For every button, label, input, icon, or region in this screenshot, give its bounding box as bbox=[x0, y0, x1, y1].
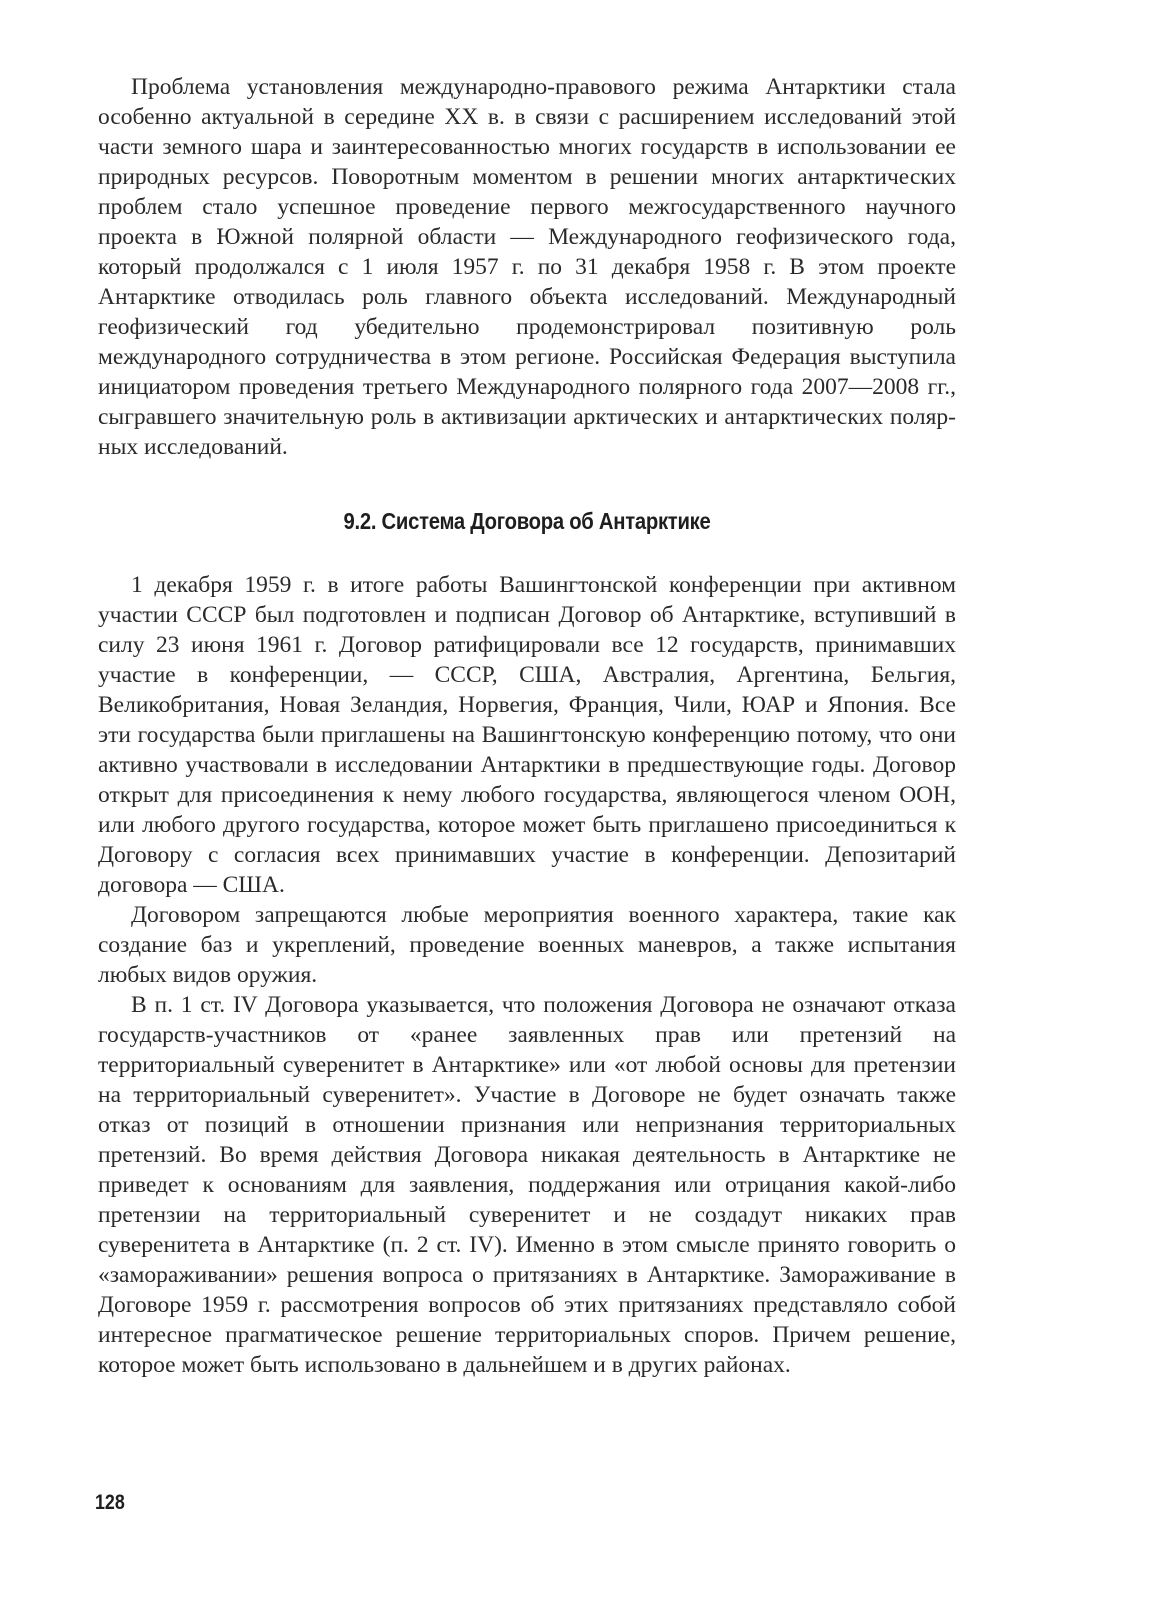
page-number: 128 bbox=[95, 1491, 125, 1514]
paragraph-territorial-claims: В п. 1 ст. IV Договора указывается, что положения Договора не означают отказа государств-участников от «ранее заявленных прав или претензий на территориальный суверенитет в Антарктике» или «от любой основы для претензии на территориальный суверенитет». Участие в Договоре не будет означать также отказ от позиций в отношении признания или непризнания территориальных претензий. Во время действия Договора никакая деятельность в Антарктике не приведет к основаниям для заявления, поддержания или отрицания какой-либо претензии на территориальный суверенитет и не создадут никаких прав суверенитета в Антарктике (п. 2 ст. IV). Именно в этом смысле принято говорить о «замораживании» решения вопроса о притязаниях в Антарктике. Замораживание в Договоре 1959 г. рассмотрения вопросов об этих притязаниях представляло собой интересное прагматическое решение территориальных споров. Причем решение, которое может быть использовано в дальнейшем и в других районах. bbox=[98, 992, 956, 1378]
paragraph-military-ban: Договором запрещаются любые мероприятия военного характера, такие как создание баз и укреплений, проведение военных маневров, а также испытания любых видов оружия. bbox=[98, 902, 956, 988]
paragraph-antarctic-regime-intro: Проблема установления международно-правового режима Антарктики стала особенно актуальной в середине XX в. в связи с расширением исследований этой части земного шара и заинтересованностью многих государств в использовании ее природных ресурсов. Поворотным моментом в решении многих антарктических проблем стало успешное проведение первого межгосударственного научного проекта в Южной полярной области — Международного геофизического года, который продолжался с 1 июля 1957 г. по 31 декабря 1958 г. В этом проекте Антарктике отводилась роль главного объекта исследований. Международный геофизический год убедительно продемонстрировал позитивную роль международного сотрудничества в этом регионе. Российская Федерация выступила инициатором проведения третьего Международного полярного года 2007—2008 гг., сыгравшего значительную роль в активизации арктических и антарктических полярных исследований. bbox=[98, 74, 956, 460]
paragraph-treaty-signing: 1 декабря 1959 г. в итоге работы Вашингтонской конференции при активном участии СССР был подготовлен и подписан Договор об Антарктике, вступивший в силу 23 июня 1961 г. Договор ратифицировали все 12 государств, принимавших участие в конференции, — СССР, США, Австралия, Аргентина, Бельгия, Великобритания, Новая Зеландия, Норвегия, Франция, Чили, ЮАР и Япония. Все эти государства были приглашены на Вашингтонскую конференцию потому, что они активно участвовали в исследовании Антарктики в предшествующие годы. Договор открыт для присоединения к нему любого государства, являющегося членом ООН, или любого другого государства, которое может быть приглашено присоединиться к Договору с согласия всех принимавших участие в конференции. Депозитарий договора — США. bbox=[98, 572, 956, 898]
page-content bbox=[98, 72, 956, 1380]
section-title: 9.2. Система Договора об Антарктике bbox=[343, 508, 711, 534]
